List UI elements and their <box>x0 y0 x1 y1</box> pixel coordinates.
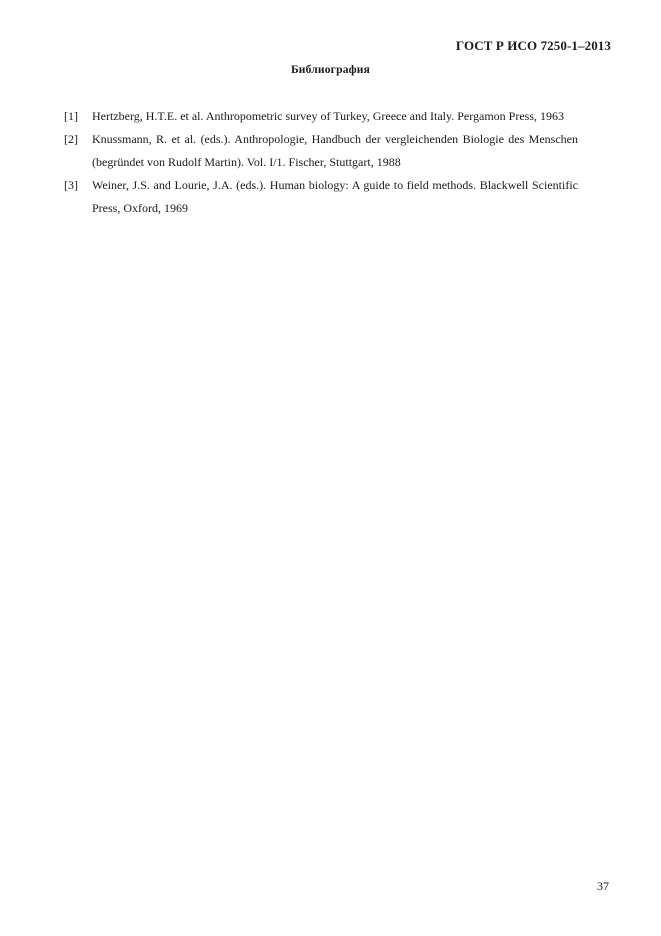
entry-number: [3] <box>64 178 78 192</box>
bibliography-title: Библиография <box>290 64 371 76</box>
bibliography-entry <box>64 174 578 220</box>
bibliography-list <box>64 105 578 220</box>
entry-number: [1] <box>64 109 78 123</box>
bibliography-entry <box>64 128 578 174</box>
entry-citation: Weiner, J.S. and Lourie, J.A. (eds.). Human biology: A guide to field methods. Blackwell Scientific Press, Oxford, 1969 <box>92 178 578 215</box>
page-number: 37 <box>597 879 609 893</box>
entry-number: [2] <box>64 132 78 146</box>
entry-citation: Hertzberg, H.T.E. et al. Anthropometric survey of Turkey, Greece and Italy. Pergamon Press, 1963 <box>92 109 564 123</box>
bibliography-entry <box>64 105 578 128</box>
document-code-header: ГОСТ Р ИСО 7250-1–2013 <box>455 38 611 53</box>
entry-citation: Knussmann, R. et al. (eds.). Anthropologie, Handbuch der vergleichenden Biologie des Menschen (begründet von Rudolf Martin). Vol. I/1. Fischer, Stuttgart, 1988 <box>92 132 578 169</box>
